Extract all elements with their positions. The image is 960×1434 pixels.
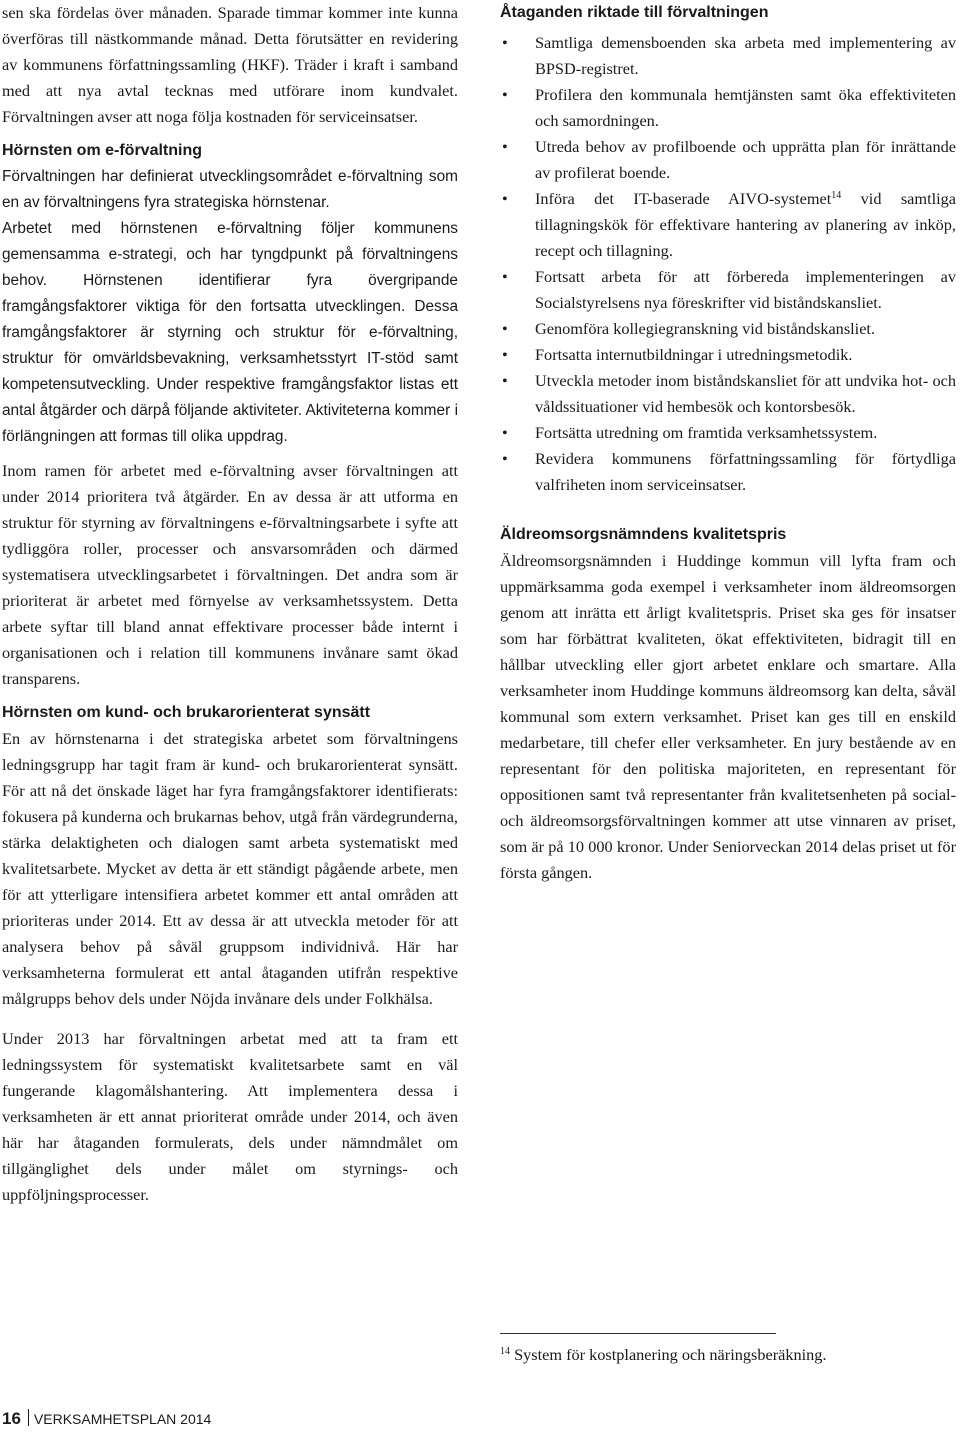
footnote — [500, 1342, 827, 1368]
bullet-icon: • — [502, 423, 508, 442]
list-item: • Utveckla metoder inom biståndskansliet för att undvika hot- och våldssituationer vid hembesök och kontorsbesök. — [500, 368, 956, 420]
bullet-icon: • — [502, 267, 508, 286]
list-item: • Fortsätta utredning om framtida verksamhetssystem. — [500, 420, 956, 446]
heading-eforvaltning: Hörnsten om e-förvaltning — [2, 142, 203, 159]
footer-divider — [28, 1409, 29, 1426]
document-title: VERKSAMHETSPLAN 2014 — [33, 1411, 212, 1427]
list-item: • Fortsatt arbeta för att förbereda implementeringen av Socialstyrelsens nya föreskrifter vid biståndskansliet. — [500, 264, 956, 316]
heading-ataganden: Åtaganden riktade till förvaltningen — [500, 4, 769, 21]
paragraph-eforvaltning-3: Inom ramen för arbetet med e-förvaltning avser förvaltningen att under 2014 prioritera två åtgärder. En av dessa är att utforma en struktur för styrning av förvaltningens e-förvaltningsarbete i syfte att tydliggöra roller, processer och ansvarsområden och därmed systematisera utvecklingsarbetet i förvaltningen. Det andra som är prioriterat är arbetet med förnyelse av verksamhetssystem. Detta arbete syftar till bland annat effektivare processer både internt i organisationen och i relation till kommunens invånare samt ökad transparens. — [2, 461, 458, 688]
footnote-text: System för kostplanering och näringsberäkning. — [510, 1345, 827, 1364]
list-item: • Genomföra kollegiegranskning vid biståndskansliet. — [500, 316, 956, 342]
list-item: • Revidera kommunens författningssamling för förtydliga valfriheten inom serviceinsatser. — [500, 446, 956, 498]
ataganden-list — [500, 30, 956, 498]
paragraph-intro: sen ska fördelas över månaden. Sparade timmar kommer inte kunna överföras till nästkommande månad. Detta förutsätter en revidering av kommunens författningssamling (HKF). Träder i kraft i samband med att nya avtal tecknas med utförare inom kundvalet. Förvaltningen avser att noga följa kostnaden för serviceinsatser. — [2, 3, 458, 126]
page-footer — [2, 1409, 211, 1429]
right-column — [500, 0, 956, 886]
page-number: 16 — [2, 1409, 21, 1428]
list-item: • Samtliga demensboenden ska arbeta med implementering av BPSD-registret. — [500, 30, 956, 82]
bullet-icon: • — [502, 319, 508, 338]
paragraph-eforvaltning-2: Arbetet med hörnstenen e-förvaltning följer kommunens gemensamma e-strategi, och har tyngdpunkt på förvaltningens behov. Hörnstenen identifierar fyra övergripande framgångsfaktorer viktiga för den fortsatta utvecklingen. Dessa framgångsfaktorer är styrning och struktur för e-förvaltning, struktur för omvärldsbevakning, verksamhetsstyrt IT-stöd samt kompetensutveckling. Under respektive framgångsfaktor listas ett antal åtgärder och därpå följande aktiviteter. Aktiviteterna kommer i förlängningen att formas till olika uppdrag. — [2, 220, 458, 445]
paragraph-kund-1: En av hörnstenarna i det strategiska arbetet som förvaltningens ledningsgrupp har tagit fram är kund- och brukarorienterat synsätt. För att nå det önskade läget har fyra framgångsfaktorer identifierats: fokusera på kunderna och brukarnas behov, utgå från värdegrunderna, stärka delaktigheten och dialogen samt arbeta systematiskt med kvalitetsarbete. Mycket av detta är ett ständigt pågående arbete, men för att ytterligare intensifiera arbetet kommer ett antal områden att prioriteras under 2014. Ett av dessa är att utveckla metoder för att analysera behov på såväl gruppsom individnivå. Här har verksamheterna formulerat ett antal åtaganden utifrån respektive målgrupps behov dels under Nöjda invånare dels under Folkhälsa. — [2, 729, 458, 1008]
list-item: • Införa det IT-baserade AIVO-systemet$^{14}$ vid samtliga tillagningskök för effektivare hantering av planering av inköp, recept och tillagning. — [500, 186, 956, 264]
bullet-icon: • — [502, 85, 508, 104]
paragraph-eforvaltning-1: Förvaltningen har definierat utvecklingsområdet e-förvaltning som en av förvaltningens fyra strategiska hörnstenar. — [2, 168, 458, 211]
left-column — [2, 0, 458, 1208]
paragraph-kvalitetspris: Äldreomsorgsnämnden i Huddinge kommun vill lyfta fram och uppmärksamma goda exempel i verksamheter inom äldreomsorgen genom att inrätta ett årligt kvalitetspris. Priset ska ges för insatser som har förbättrat kvaliteten, ökat effektiviteten, bidragit till en hållbar utveckling eller gjort arbetet enklare och smartare. Alla verksamheter inom Huddinge kommuns äldreomsorg kan delta, såväl kommunal som extern verksamhet. Priset kan ges till en enskild medarbetare, till chefer eller verksamheter. En jury bestående av en representant för den politiska majoriteten, en representant för oppositionen samt två representanter från kvalitetsenheten på social- och äldreomsorgsförvaltningen kommer att utse vinnaren av priset, som är på 10 000 kronor. Under Seniorveckan 2014 delas priset ut för första gången. — [500, 551, 956, 882]
bullet-icon: • — [502, 137, 508, 156]
bullet-icon: • — [502, 371, 508, 390]
heading-kund-brukar: Hörnsten om kund- och brukarorienterat synsätt — [2, 704, 371, 721]
bullet-icon: • — [502, 345, 508, 364]
paragraph-kund-2: Under 2013 har förvaltningen arbetat med att ta fram ett ledningssystem för systematiskt kvalitetsarbete samt en väl fungerande klagomålshantering. Att implementera dessa i verksamheten är ett annat prioriterat område under 2014, och även här har åtaganden formulerats, dels under nämndmålet om tillgänglighet dels under målet om styrnings- och uppföljningsprocesser. — [2, 1029, 458, 1204]
footnote-divider — [500, 1333, 776, 1334]
list-item: • Profilera den kommunala hemtjänsten samt öka effektiviteten och samordningen. — [500, 82, 956, 134]
list-item: • Fortsatta internutbildningar i utredningsmetodik. — [500, 342, 956, 368]
bullet-icon: • — [502, 449, 508, 468]
heading-kvalitetspris: Äldreomsorgsnämndens kvalitetspris — [500, 526, 787, 543]
bullet-icon: • — [502, 189, 508, 208]
bullet-icon: • — [502, 33, 508, 52]
footnote-reference: 14 — [831, 190, 842, 201]
footnote-number: 14 — [500, 1346, 510, 1357]
list-item: • Utreda behov av profilboende och upprätta plan för inrättande av profilerat boende. — [500, 134, 956, 186]
